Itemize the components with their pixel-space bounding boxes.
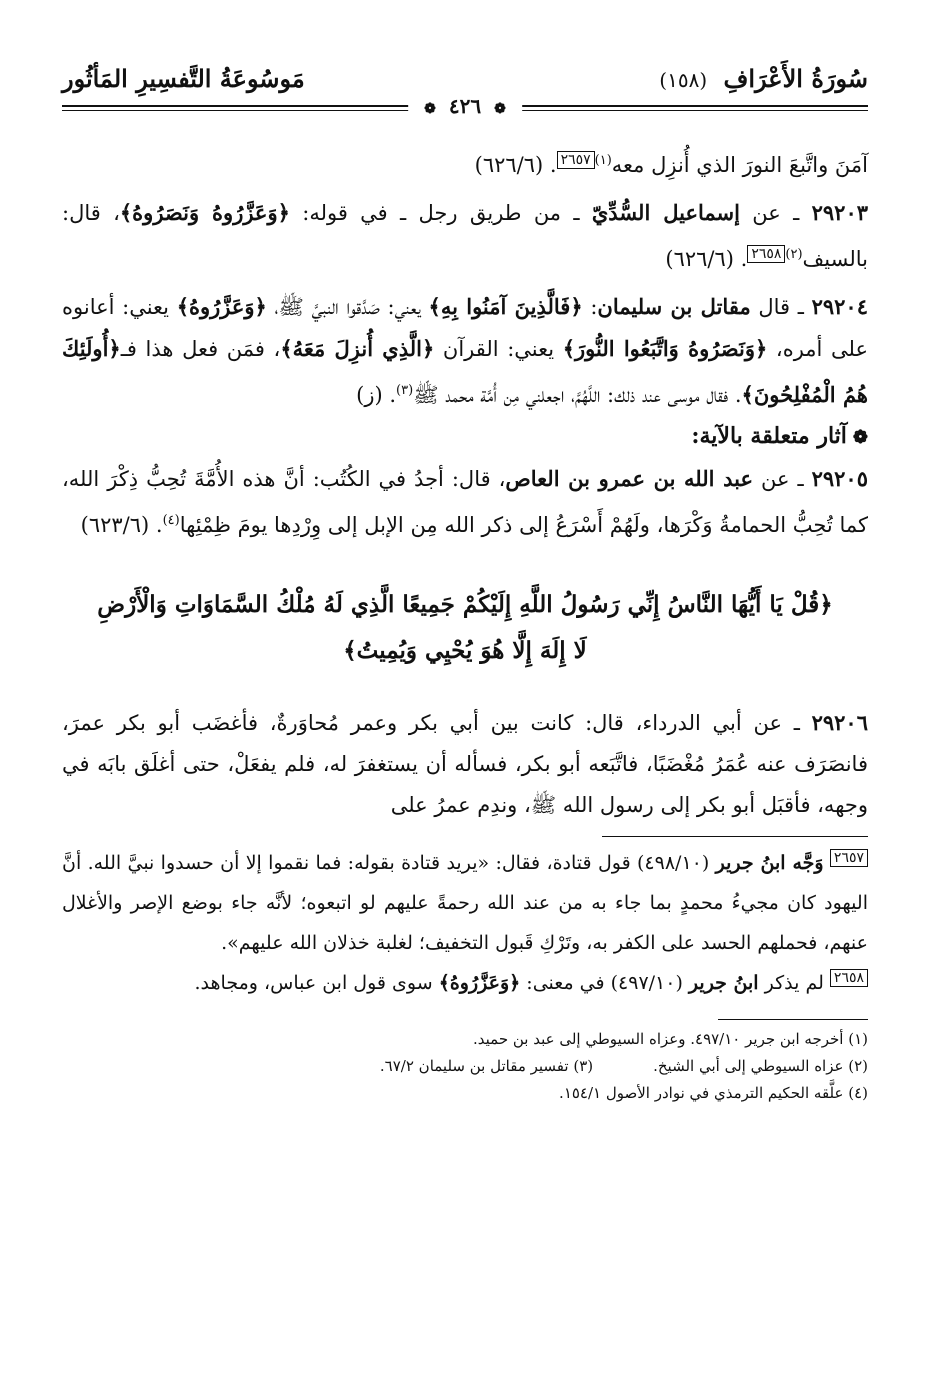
footnote-3: (٣) تفسير مقاتل بن سليمان ٦٧/٢. — [379, 1057, 594, 1075]
narrator-name: إسماعيل السُّدِّيّ — [591, 200, 740, 225]
text: ، قال: بالسيف — [62, 201, 868, 271]
flower-ornament-icon: ❁ — [852, 427, 868, 448]
note-ref-box: ٢٦٥٧ — [557, 151, 595, 169]
notes-divider — [602, 836, 868, 837]
quran-quote: ﴿وَعَزَّرُوهُ﴾ — [176, 294, 267, 319]
footnote-marker: (٢) — [785, 247, 803, 262]
text: ـ عن — [752, 467, 812, 491]
note-2657 — [62, 843, 868, 963]
section-heading-text: آثار متعلقة بالآية: — [691, 423, 847, 449]
note-2658 — [62, 963, 868, 1003]
narration-number: ٢٩٢٠٥ — [811, 466, 868, 491]
verse-line: ﴿قُلْ يَا أَيُّهَا النَّاسُ إِنِّي رَسُولُ اللَّهِ إِلَيْكُمْ جَمِيعًا الَّذِي لَهُ مُلْكُ السَّمَاوَاتِ وَالْأَرْضِ — [97, 591, 833, 618]
narration-number: ٢٩٢٠٣ — [811, 200, 869, 225]
page — [62, 60, 869, 1102]
narrator-name: عبد الله بن عمرو بن العاص — [505, 466, 753, 491]
text: ، فمَن فعل هذا فـ — [120, 337, 281, 361]
text: ـ عن أبي الدرداء، قال: كانت بين أبي بكر وعمر مُحاوَرةٌ، فأغضَب أبو بكر عمرَ، فانصَرَف عنه عُمَرُ مُغْضَبًا، فاتَّبَعه أبو بكر، فسأله أن يستغفرَ له، فلم يفعَلْ، حتى أغلَق بابَه في وجهه، فأقبَل أبو بكر إلى رسول الله ﷺ، وندِم عمرُ على — [62, 711, 868, 817]
note-text: (٤٩٧/١٠) في معنى: — [520, 972, 689, 994]
page-body — [62, 140, 868, 1107]
source-ref: . (٦٢٦/٦) — [665, 247, 748, 271]
text: ـ عن — [739, 201, 812, 225]
book-title: مَوسُوعَةُ التَّفسِيرِ المَأثُور — [62, 64, 305, 93]
footnote-4: (٤) علَّقه الحكيم الترمذي في نوادر الأصول ١٥٤/١. — [559, 1084, 868, 1102]
quran-quote: ﴿فَالَّذِينَ آمَنُوا بِهِ﴾ — [428, 294, 583, 319]
quran-quote: ﴿وَنَصَرُوهُ وَاتَّبَعُوا النُّورَ﴾ — [562, 336, 768, 361]
narration-29204 — [62, 286, 868, 416]
quran-quote: ﴿أُولَئِكَ هُمُ الْمُفْلِحُونَ﴾ — [62, 336, 868, 407]
narration-29203 — [62, 192, 868, 280]
note-ref-box: ٢٦٥٨ — [747, 245, 785, 263]
ornament-icon: ❁ — [424, 101, 436, 117]
text: يعني: أعانوه على أمره، — [62, 295, 868, 361]
note-number-box: ٢٦٥٧ — [830, 849, 868, 867]
footnote-2: (٢) عزاه السيوطي إلى أبي الشيخ. — [653, 1057, 868, 1075]
text: ـ من طريق رجل ـ في قوله: — [289, 201, 592, 225]
note-author: ابنُ جرير — [688, 972, 759, 994]
quran-quote: ﴿وَعَزَّرُوهُ وَنَصَرُوهُ﴾ — [119, 200, 290, 225]
footnote-marker: (١) — [594, 153, 612, 168]
editor-notes — [62, 843, 868, 1003]
page-header — [62, 60, 868, 118]
narration-number: ٢٩٢٠٦ — [811, 710, 868, 735]
verse-reference: (١٥٨) — [659, 68, 708, 92]
text: : — [582, 295, 598, 319]
text: ، قال: أجدُ في الكُتُب: أنَّ هذه الأُمَّةَ تُحِبُّ ذِكْرَ الله، كما تُحِبُّ الحمامةُ وَكْرَها، ولَهُمْ أَسْرَعُ إلى ذكر الله مِن الإبل إلى وِرْدِها يومَ ظِمْئِها — [62, 467, 868, 537]
source-ref: . (٦٢٦/٦) — [474, 153, 557, 177]
narration-29206 — [62, 702, 868, 826]
footnote-row — [62, 1053, 868, 1080]
verse-line: لَا إِلَهَ إِلَّا هُوَ يُحْيِي وَيُمِيتُ﴾ — [343, 637, 587, 664]
narration-29205 — [62, 458, 868, 546]
ornament-icon: ❁ — [494, 101, 506, 117]
note-text: سوى قول ابن عباس، ومجاهد. — [194, 972, 439, 994]
text: يعني: القرآن — [434, 337, 563, 361]
paragraph-continuation — [62, 140, 868, 186]
note-author: وَجَّه ابنُ جرير — [715, 852, 824, 874]
text: ـ قال — [750, 295, 812, 319]
page-number — [408, 94, 522, 118]
text: يعني: صَدَّقوا النبيَّ ﷺ، — [266, 295, 429, 319]
section-heading — [62, 416, 868, 458]
source-ref: . (ز) — [356, 383, 397, 407]
note-text: لم يذكر — [758, 972, 830, 994]
narrator-name: مقاتل بن سليمان — [597, 294, 751, 319]
note-text: (٤٩٨/١٠) قول قتادة، فقال: «يريد قتادة بقوله: فما نقموا إلا أن حسدوا نبيَّ الله. أنَّ اليهود كان مجيءُ محمدٍ بما جاء به من عند الله رحمةً عليهم لو اتبعوه؛ لأنَّه جاء بوضع الإصر والأغلال عنهم، فحملهم الحسد على الكفر به، وتَرْكِ قَبول التخفيف؛ لغلبة خذلان الله عليهم». — [62, 852, 868, 954]
footnote-marker: (٣) — [396, 383, 414, 398]
footnotes-divider — [718, 1019, 868, 1020]
narration-number: ٢٩٢٠٤ — [811, 294, 868, 319]
surah-title — [659, 64, 868, 93]
quran-verse-block — [62, 582, 868, 674]
text: . فقال موسى عند ذلك: اللَّهُمَّ، اجعلني مِن أُمَّة محمد ﷺ — [413, 383, 742, 407]
page-number-value: ٤٢٦ — [448, 94, 482, 118]
source-ref: . (٦٢٣/٦) — [80, 513, 163, 537]
surah-name: سُورَةُ الأَعْرَافِ — [723, 64, 868, 93]
footnote-marker: (٤) — [162, 513, 180, 528]
text: آمَنَ واتَّبعَ النورَ الذي أُنزِل معه — [611, 153, 868, 177]
quran-quote: ﴿وَعَزَّرُوهُ﴾ — [438, 972, 521, 994]
footnotes — [62, 1026, 868, 1107]
quran-quote: ﴿الَّذِي أُنزِلَ مَعَهُ﴾ — [280, 336, 435, 361]
note-number-box: ٢٦٥٨ — [830, 969, 868, 987]
footnote-1: (١) أخرجه ابن جرير ٤٩٧/١٠. وعزاه السيوطي إلى عبد بن حميد. — [473, 1030, 868, 1048]
